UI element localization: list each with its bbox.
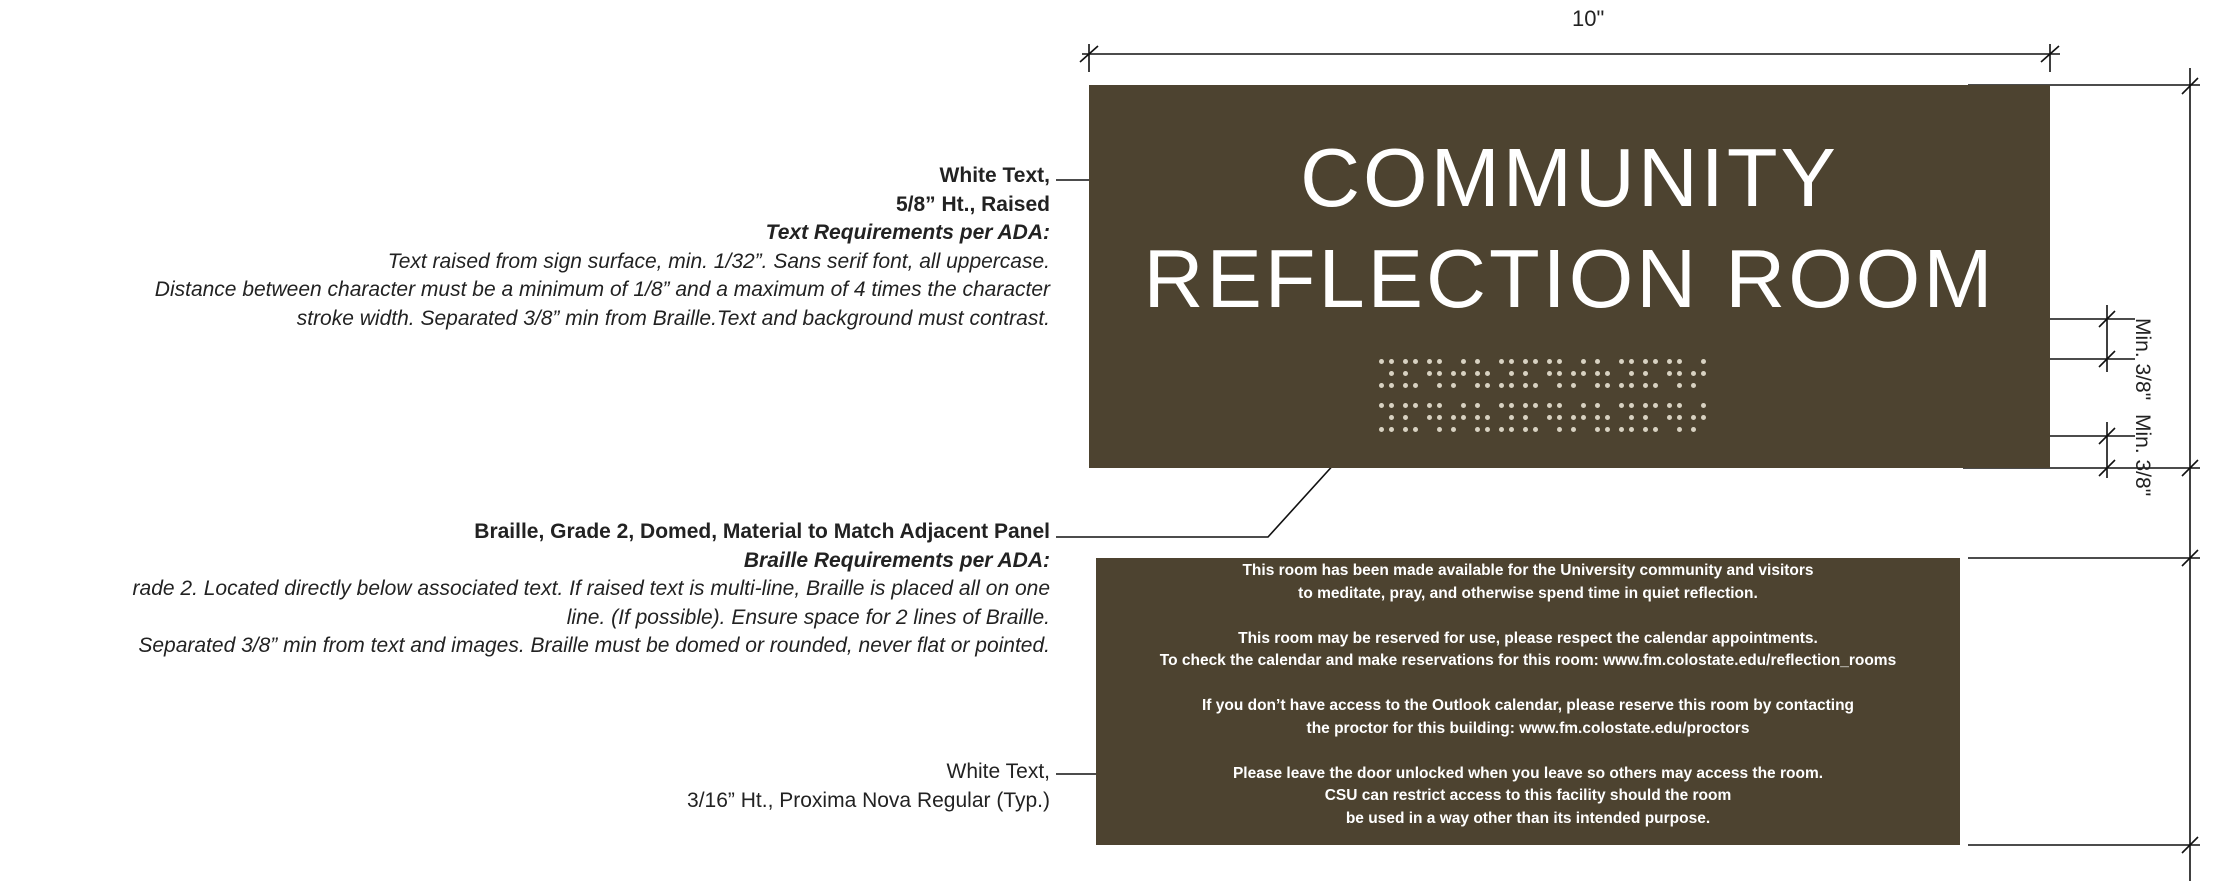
braille-dot xyxy=(1485,415,1490,420)
text-note-line-4: Text raised from sign surface, min. 1/32”. Sans serif font, all uppercase. xyxy=(387,249,1050,273)
braille-dot xyxy=(1475,359,1480,364)
info-panel-line: Please leave the door unlocked when you leave so others may access the room. xyxy=(1232,764,1824,782)
braille-dot xyxy=(1677,359,1682,364)
braille-dot xyxy=(1547,403,1552,408)
braille-dot xyxy=(1523,383,1528,388)
braille-dot xyxy=(1547,371,1552,376)
braille-note-line-5: Separated 3/8” min from text and images. Braille must be domed or rounded, never flat or pointed. xyxy=(138,634,1050,657)
braille-cell xyxy=(1403,359,1417,391)
panel-text-note xyxy=(687,758,1050,815)
braille-dot xyxy=(1499,383,1504,388)
braille-cell xyxy=(1427,403,1441,435)
braille-dot xyxy=(1475,415,1480,420)
braille-dot xyxy=(1547,415,1552,420)
braille-cell xyxy=(1643,359,1657,391)
braille-dot xyxy=(1461,371,1466,376)
braille-dot xyxy=(1379,383,1384,388)
braille-dot xyxy=(1557,427,1562,432)
braille-dot xyxy=(1643,427,1648,432)
braille-dot xyxy=(1437,359,1442,364)
braille-dot xyxy=(1605,371,1610,376)
braille-dot xyxy=(1403,359,1408,364)
text-note-heading: Text Requirements per ADA: xyxy=(765,221,1050,244)
braille-dot xyxy=(1571,371,1576,376)
info-panel-line: This room may be reserved for use, please respect the calendar appointments. xyxy=(1238,629,1818,647)
braille-dot xyxy=(1595,415,1600,420)
braille-dot xyxy=(1547,359,1552,364)
braille-dot xyxy=(1557,359,1562,364)
braille-dot xyxy=(1557,371,1562,376)
braille-dot xyxy=(1379,403,1384,408)
braille-dot xyxy=(1691,427,1696,432)
spacing-label-2: Min. 3/8" xyxy=(2131,414,2154,497)
braille-dot xyxy=(1581,415,1586,420)
braille-dot xyxy=(1389,415,1394,420)
braille-dot xyxy=(1619,427,1624,432)
braille-dot xyxy=(1643,403,1648,408)
braille-dot xyxy=(1557,383,1562,388)
braille-dot xyxy=(1653,403,1658,408)
braille-dot xyxy=(1403,383,1408,388)
braille-dot xyxy=(1389,383,1394,388)
info-panel-line: the proctor for this building: www.fm.colostate.edu/proctors xyxy=(1306,719,1750,737)
braille-dot xyxy=(1571,415,1576,420)
braille-cell xyxy=(1619,403,1633,435)
panel-note-line-2: 3/16” Ht., Proxima Nova Regular (Typ.) xyxy=(687,788,1050,812)
braille-dot xyxy=(1461,415,1466,420)
braille-cell xyxy=(1691,359,1705,391)
braille-note-line-4: line. (If possible). Ensure space for 2 lines of Braille. xyxy=(566,605,1050,629)
braille-dot xyxy=(1533,383,1538,388)
braille-dot xyxy=(1629,383,1634,388)
info-panel-line: This room has been made available for the University community and visitors xyxy=(1242,562,1814,579)
braille-cell xyxy=(1619,359,1633,391)
braille-cell xyxy=(1547,403,1561,435)
braille-dot xyxy=(1595,371,1600,376)
braille-cell xyxy=(1523,403,1537,435)
braille-dot xyxy=(1475,403,1480,408)
braille-dot xyxy=(1475,371,1480,376)
braille-dot xyxy=(1691,415,1696,420)
braille-dot xyxy=(1653,359,1658,364)
braille-dot xyxy=(1523,371,1528,376)
braille-dot xyxy=(1475,383,1480,388)
info-panel-line: CSU can restrict access to this facility should the room xyxy=(1324,787,1732,804)
braille-dot xyxy=(1533,403,1538,408)
braille-dot xyxy=(1485,383,1490,388)
braille-cell xyxy=(1571,403,1585,435)
braille-dot xyxy=(1437,403,1442,408)
braille-dot xyxy=(1629,371,1634,376)
braille-dot xyxy=(1389,359,1394,364)
braille-row-2 xyxy=(1379,403,1759,435)
braille-cell xyxy=(1595,359,1609,391)
braille-dot xyxy=(1403,427,1408,432)
braille-dot xyxy=(1629,403,1634,408)
braille-dot xyxy=(1427,359,1432,364)
braille-dot xyxy=(1389,371,1394,376)
panel-note-line-1: White Text, xyxy=(946,760,1050,783)
braille-dot xyxy=(1605,383,1610,388)
info-panel-line: To check the calendar and make reservations for this room: www.fm.colostate.edu/reflection_rooms xyxy=(1159,652,1897,669)
braille-dot xyxy=(1643,415,1648,420)
braille-note-line-1: Braille, Grade 2, Domed, Material to Match Adjacent Panel xyxy=(474,520,1050,543)
info-panel-line: If you don’t have access to the Outlook calendar, please reserve this room by contacting xyxy=(1201,697,1855,714)
braille-cell xyxy=(1451,403,1465,435)
braille-cell xyxy=(1475,403,1489,435)
braille-dot xyxy=(1677,427,1682,432)
braille-dot xyxy=(1499,427,1504,432)
braille-dot xyxy=(1413,359,1418,364)
braille-dot xyxy=(1581,359,1586,364)
braille-dot xyxy=(1691,383,1696,388)
braille-dot xyxy=(1667,359,1672,364)
braille-dot xyxy=(1413,383,1418,388)
braille-dot xyxy=(1523,403,1528,408)
braille-dot xyxy=(1509,359,1514,364)
braille-dot xyxy=(1413,427,1418,432)
braille-cell xyxy=(1523,359,1537,391)
room-sign xyxy=(1089,85,2050,468)
braille-dot xyxy=(1451,371,1456,376)
braille-dot xyxy=(1581,403,1586,408)
braille-note-heading: Braille Requirements per ADA: xyxy=(743,548,1050,572)
braille-dot xyxy=(1595,359,1600,364)
braille-cell xyxy=(1403,403,1417,435)
braille-dot xyxy=(1691,371,1696,376)
braille-cell xyxy=(1547,359,1561,391)
braille-note-line-3: rade 2. Located directly below associated text. If raised text is multi-line, Braille is placed all on one xyxy=(132,577,1050,600)
braille-dot xyxy=(1701,403,1706,408)
braille-cell xyxy=(1427,359,1441,391)
width-dimension-label: 10" xyxy=(1572,6,1605,31)
braille-cell xyxy=(1571,359,1585,391)
braille-cell xyxy=(1475,359,1489,391)
braille-dot xyxy=(1701,359,1706,364)
braille-cell xyxy=(1667,403,1681,435)
braille-dot xyxy=(1451,383,1456,388)
braille-dot xyxy=(1677,383,1682,388)
braille-dot xyxy=(1533,359,1538,364)
braille-cell xyxy=(1379,403,1393,435)
braille-dot xyxy=(1677,415,1682,420)
braille-dot xyxy=(1427,371,1432,376)
info-panel-line: be used in a way other than its intended purpose. xyxy=(1345,809,1711,827)
braille-cell xyxy=(1691,403,1705,435)
sign-title-line-2: REFLECTION ROOM xyxy=(1143,232,1996,325)
braille-dot xyxy=(1403,371,1408,376)
braille-dot xyxy=(1701,415,1706,420)
braille-dot xyxy=(1389,427,1394,432)
braille-dot xyxy=(1619,359,1624,364)
info-panel-spacer xyxy=(1096,740,1960,763)
spacing-label-1: Min. 3/8" xyxy=(2131,318,2154,401)
braille-dot xyxy=(1581,371,1586,376)
braille-cell xyxy=(1667,359,1681,391)
text-note-line-2: 5/8” Ht., Raised xyxy=(895,192,1050,216)
braille-dot xyxy=(1403,403,1408,408)
braille-dot xyxy=(1643,371,1648,376)
braille-dot xyxy=(1509,427,1514,432)
braille-dot xyxy=(1701,371,1706,376)
braille-cell xyxy=(1499,359,1513,391)
braille-dot xyxy=(1499,403,1504,408)
info-panel-spacer xyxy=(1096,605,1960,628)
braille-cell xyxy=(1643,403,1657,435)
braille-dot xyxy=(1413,403,1418,408)
braille-dot xyxy=(1605,427,1610,432)
info-panel-line: to meditate, pray, and otherwise spend time in quiet reflection. xyxy=(1298,584,1758,602)
text-requirements-note xyxy=(155,162,1050,333)
braille-dot xyxy=(1667,403,1672,408)
braille-dot xyxy=(1629,415,1634,420)
braille-dot xyxy=(1499,359,1504,364)
braille-cell xyxy=(1451,359,1465,391)
braille-dot xyxy=(1437,415,1442,420)
text-note-line-5: Distance between character must be a minimum of 1/8” and a maximum of 4 times the character xyxy=(154,278,1050,301)
braille-dot xyxy=(1509,371,1514,376)
braille-dot xyxy=(1437,371,1442,376)
braille-dot xyxy=(1533,427,1538,432)
text-note-line-1: White Text, xyxy=(939,164,1050,187)
text-note-line-6: stroke width. Separated 3/8” min from Braille.Text and background must contrast. xyxy=(296,306,1050,330)
braille-dot xyxy=(1403,415,1408,420)
braille-dot xyxy=(1437,427,1442,432)
braille-dot xyxy=(1523,415,1528,420)
braille-dot xyxy=(1557,415,1562,420)
braille-dot xyxy=(1619,383,1624,388)
braille-dot xyxy=(1605,415,1610,420)
braille-cell xyxy=(1595,403,1609,435)
info-panel xyxy=(1096,558,1960,845)
braille-dot xyxy=(1629,427,1634,432)
braille-dot xyxy=(1427,403,1432,408)
braille-dot xyxy=(1667,371,1672,376)
braille-dot xyxy=(1653,383,1658,388)
braille-dot xyxy=(1485,427,1490,432)
braille-cell xyxy=(1379,359,1393,391)
braille-dot xyxy=(1677,371,1682,376)
braille-dot xyxy=(1643,383,1648,388)
braille-dot xyxy=(1485,371,1490,376)
braille-dot xyxy=(1379,427,1384,432)
sign-title-line-1: COMMUNITY xyxy=(1300,131,1839,224)
braille-dot xyxy=(1451,415,1456,420)
braille-dot xyxy=(1475,427,1480,432)
braille-dot xyxy=(1509,415,1514,420)
braille-dot xyxy=(1677,403,1682,408)
braille-dot xyxy=(1629,359,1634,364)
braille-dot xyxy=(1451,427,1456,432)
braille-dot xyxy=(1509,403,1514,408)
braille-dot xyxy=(1437,383,1442,388)
info-panel-spacer xyxy=(1096,673,1960,696)
braille-dot xyxy=(1523,427,1528,432)
braille-dot xyxy=(1571,427,1576,432)
braille-dot xyxy=(1523,359,1528,364)
braille-dot xyxy=(1389,403,1394,408)
braille-dot xyxy=(1461,359,1466,364)
braille-dot xyxy=(1595,427,1600,432)
braille-dot xyxy=(1653,427,1658,432)
braille-dot xyxy=(1595,383,1600,388)
braille-dot xyxy=(1509,383,1514,388)
braille-dot xyxy=(1461,403,1466,408)
braille-dot xyxy=(1619,403,1624,408)
braille-dot xyxy=(1427,415,1432,420)
braille-dot xyxy=(1571,383,1576,388)
braille-cell xyxy=(1499,403,1513,435)
braille-dot xyxy=(1643,359,1648,364)
braille-dot xyxy=(1667,415,1672,420)
braille-dot xyxy=(1557,403,1562,408)
braille-dot xyxy=(1595,403,1600,408)
braille-requirements-note xyxy=(133,518,1050,661)
braille-row-1 xyxy=(1379,359,1759,391)
braille-dot xyxy=(1379,359,1384,364)
info-panel-text xyxy=(1096,560,1960,830)
